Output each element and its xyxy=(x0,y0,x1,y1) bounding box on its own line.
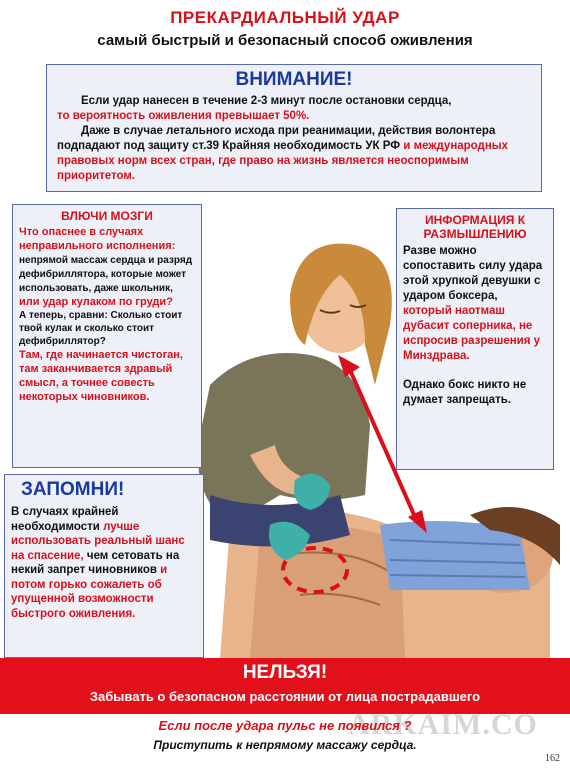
attention-box xyxy=(46,64,542,192)
remember-text xyxy=(11,505,197,621)
attention-p2-highlight: и международных правовых норм всех стран, где право на жизнь является неоспоримым приоритетом. xyxy=(57,140,509,182)
page-number: 162 xyxy=(545,753,560,764)
attention-p1-text: Если удар нанесен в течение 2-3 минут после остановки сердца, xyxy=(81,95,452,107)
brain-question-red: Что опаснее в случаях неправильного исполнения: xyxy=(19,226,176,252)
brain-heading: ВЛЮЧИ МОЗГИ xyxy=(61,209,153,223)
footer-instruction: Приступить к непрямому массажу сердца. xyxy=(153,738,417,752)
attention-paragraph-1 xyxy=(57,94,531,124)
brain-question xyxy=(19,225,195,309)
attention-paragraph-2 xyxy=(57,124,531,184)
remember-a-highlight: лучше использовать реальный шанс на спасение, xyxy=(11,520,185,562)
info-paragraph-1 xyxy=(403,244,547,364)
footer-question: Если после удара пульс не появился ? xyxy=(158,718,412,733)
remember-box xyxy=(4,474,204,658)
info-heading: ИНФОРМАЦИЯ К РАЗМЫШЛЕНИЮ xyxy=(423,213,527,241)
remember-b-text: чем сетовать на некий запрет чиновников xyxy=(11,549,180,576)
brain-box xyxy=(12,204,202,468)
remember-b-highlight: и потом горько сожалеть об упущенной возможности быстрого оживления. xyxy=(11,564,168,620)
page-title: ПРЕКАРДИАЛЬНЫЙ УДАР xyxy=(170,8,400,27)
brain-question-text: непрямой массаж сердца и разряд дефибриллятора, которые может использовать, даже школьник, xyxy=(19,255,193,294)
brain-conclusion: Там, где начинается чистоган, там заканчивается здравый смысл, а точнее совесть некоторых чиновников. xyxy=(19,349,183,403)
watermark: ARKAIM.CO xyxy=(348,708,538,741)
forbidden-banner xyxy=(0,658,570,714)
info-p1-text: Разве можно сопоставить силу удара этой хрупкой девушки с ударом боксера, xyxy=(403,245,543,302)
brain-question-red-2: или удар кулаком по груди? xyxy=(19,296,173,308)
info-p1-highlight: который наотмаш дубасит соперника, не испросив разрешения у Минздрава. xyxy=(403,305,541,362)
attention-p1-highlight: то вероятность оживления превышает 50%. xyxy=(57,110,310,122)
remember-heading: ЗАПОМНИ! xyxy=(21,479,125,500)
brain-compare: А теперь, сравни: Сколько стоит твой кулак и сколько стоит дефибриллятор? xyxy=(19,310,183,347)
attention-heading: ВНИМАНИЕ! xyxy=(235,69,353,90)
page-subtitle: самый быстрый и безопасный способ оживления xyxy=(97,32,473,49)
attention-p2-text: Даже в случае летального исхода при реанимации, действия волонтера подпадают под защиту ст.39 Крайняя необходимость УК РФ xyxy=(57,125,496,152)
forbidden-text: Забывать о безопасном расстоянии от лица пострадавшего xyxy=(89,689,481,704)
info-box xyxy=(396,208,554,470)
info-paragraph-2: Однако бокс никто не думает запрещать. xyxy=(403,379,527,406)
forbidden-heading: НЕЛЬЗЯ! xyxy=(242,662,328,683)
remember-a-text: В случаях крайней необходимости xyxy=(11,506,119,533)
